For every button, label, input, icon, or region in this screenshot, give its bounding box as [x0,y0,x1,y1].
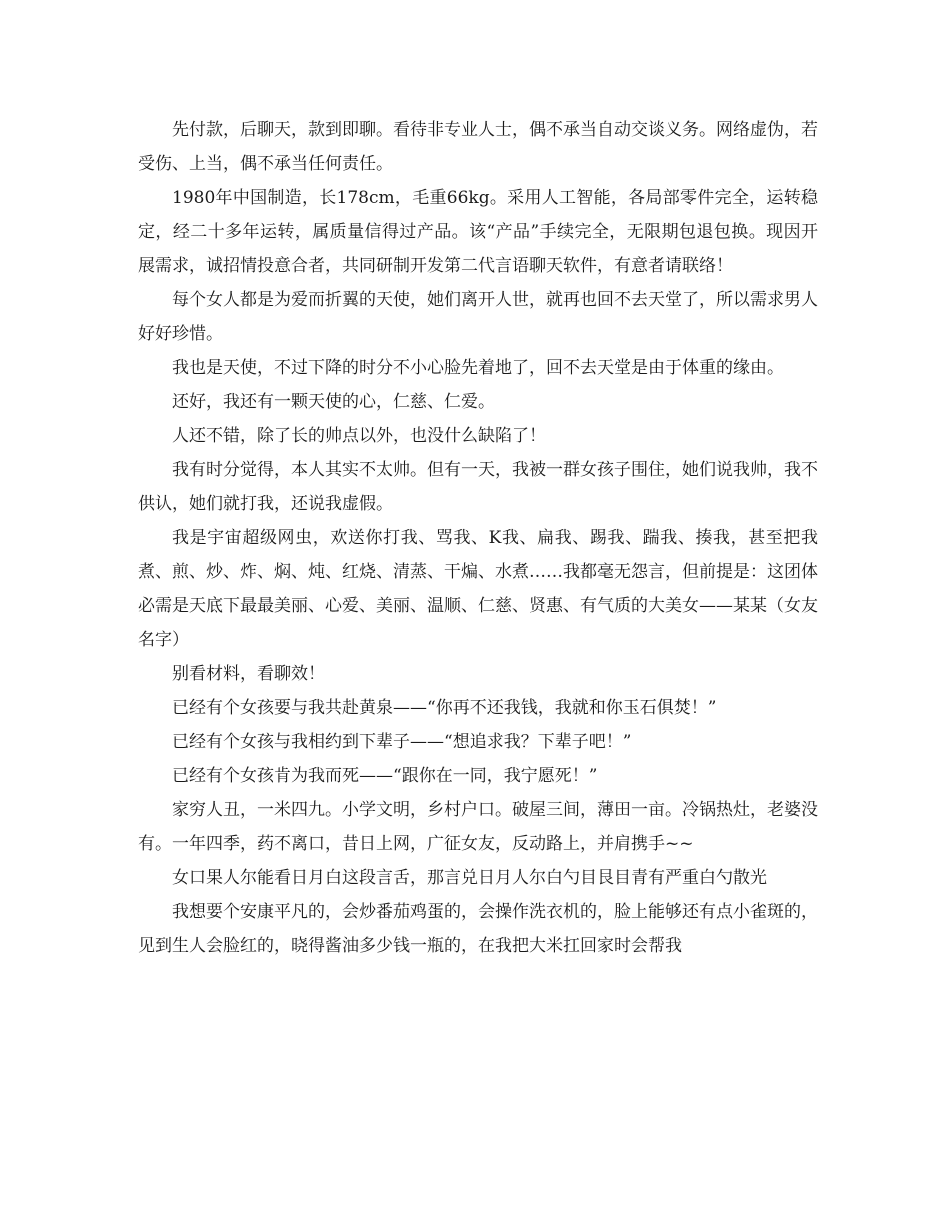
paragraph-handsome: 我有时分觉得，本人其实不太帅。但有一天，我被一群女孩子围住，她们说我帅，我不供认，她们就打我，还说我虚假。 [138,460,818,514]
paragraph-payment-notice: 先付款，后聊天，款到即聊。看待非专业人士，偶不承当自动交谈义务。网络虚伪，若受伤、上当，偶不承当任何责任。 [138,120,818,174]
paragraph-angel-women: 每个女人都是为爱而折翼的天使，她们离开人世，就再也回不去天堂了，所以需求男人好好珍惜。 [138,290,818,344]
paragraph-angel-me: 我也是天使，不过下降的时分不小心脸先着地了，回不去天堂是由于体重的缘由。 [172,358,784,378]
paragraph-net-bug: 我是宇宙超级网虫，欢送你打我、骂我、K我、扁我、踢我、踹我、揍我，甚至把我煮、煎、炒、炸、焖、炖、红烧、清蒸、干煸、水煮……我都毫无怨言，但前提是：这团体必需是天底下最最美丽、心爱、美丽、温顺、仁慈、贤惠、有气质的大美女——某某（女友名字） [138,528,818,650]
paragraph-girl-yellow-spring: 已经有个女孩要与我共赴黄泉——“你再不还我钱，我就和你玉石俱焚！” [172,698,717,718]
paragraph-split-characters: 女口果人尔能看日月白这段言舌，那言兑日月人尔白勺目艮目青有严重白勺散光 [172,868,767,888]
paragraph-girl-die: 已经有个女孩肯为我而死——“跟你在一同，我宁愿死！” [172,766,598,786]
paragraph-angel-heart: 还好，我还有一颗天使的心，仁慈、仁爱。 [172,392,495,412]
paragraph-product-intro: 1980年中国制造，长178cm，毛重66kg。采用人工智能，各局部零件完全，运转稳定，经二十多年运转，属质量信得过产品。该“产品”手续完全，无限期包退包换。现因开展需求，诚招情投意合者，共同研制开发第二代言语聊天软件，有意者请联络！ [138,188,818,276]
paragraph-chat-effect: 别看材料，看聊效！ [172,664,325,684]
paragraph-girl-next-life: 已经有个女孩与我相约到下辈子——“想追求我？下辈子吧！” [172,732,632,752]
paragraph-not-bad: 人还不错，除了长的帅点以外，也没什么缺陷了！ [172,426,546,446]
paragraph-ideal-partner: 我想要个安康平凡的，会炒番茄鸡蛋的，会操作洗衣机的，脸上能够还有点小雀斑的，见到生人会脸红的，晓得酱油多少钱一瓶的，在我把大米扛回家时会帮我 [138,902,818,956]
paragraph-poor-ugly: 家穷人丑，一米四九。小学文明，乡村户口。破屋三间，薄田一亩。冷锅热灶，老婆没有。一年四季，药不离口，昔日上网，广征女友，反动路上，并肩携手~~ [138,800,818,854]
document-body [138,113,818,963]
